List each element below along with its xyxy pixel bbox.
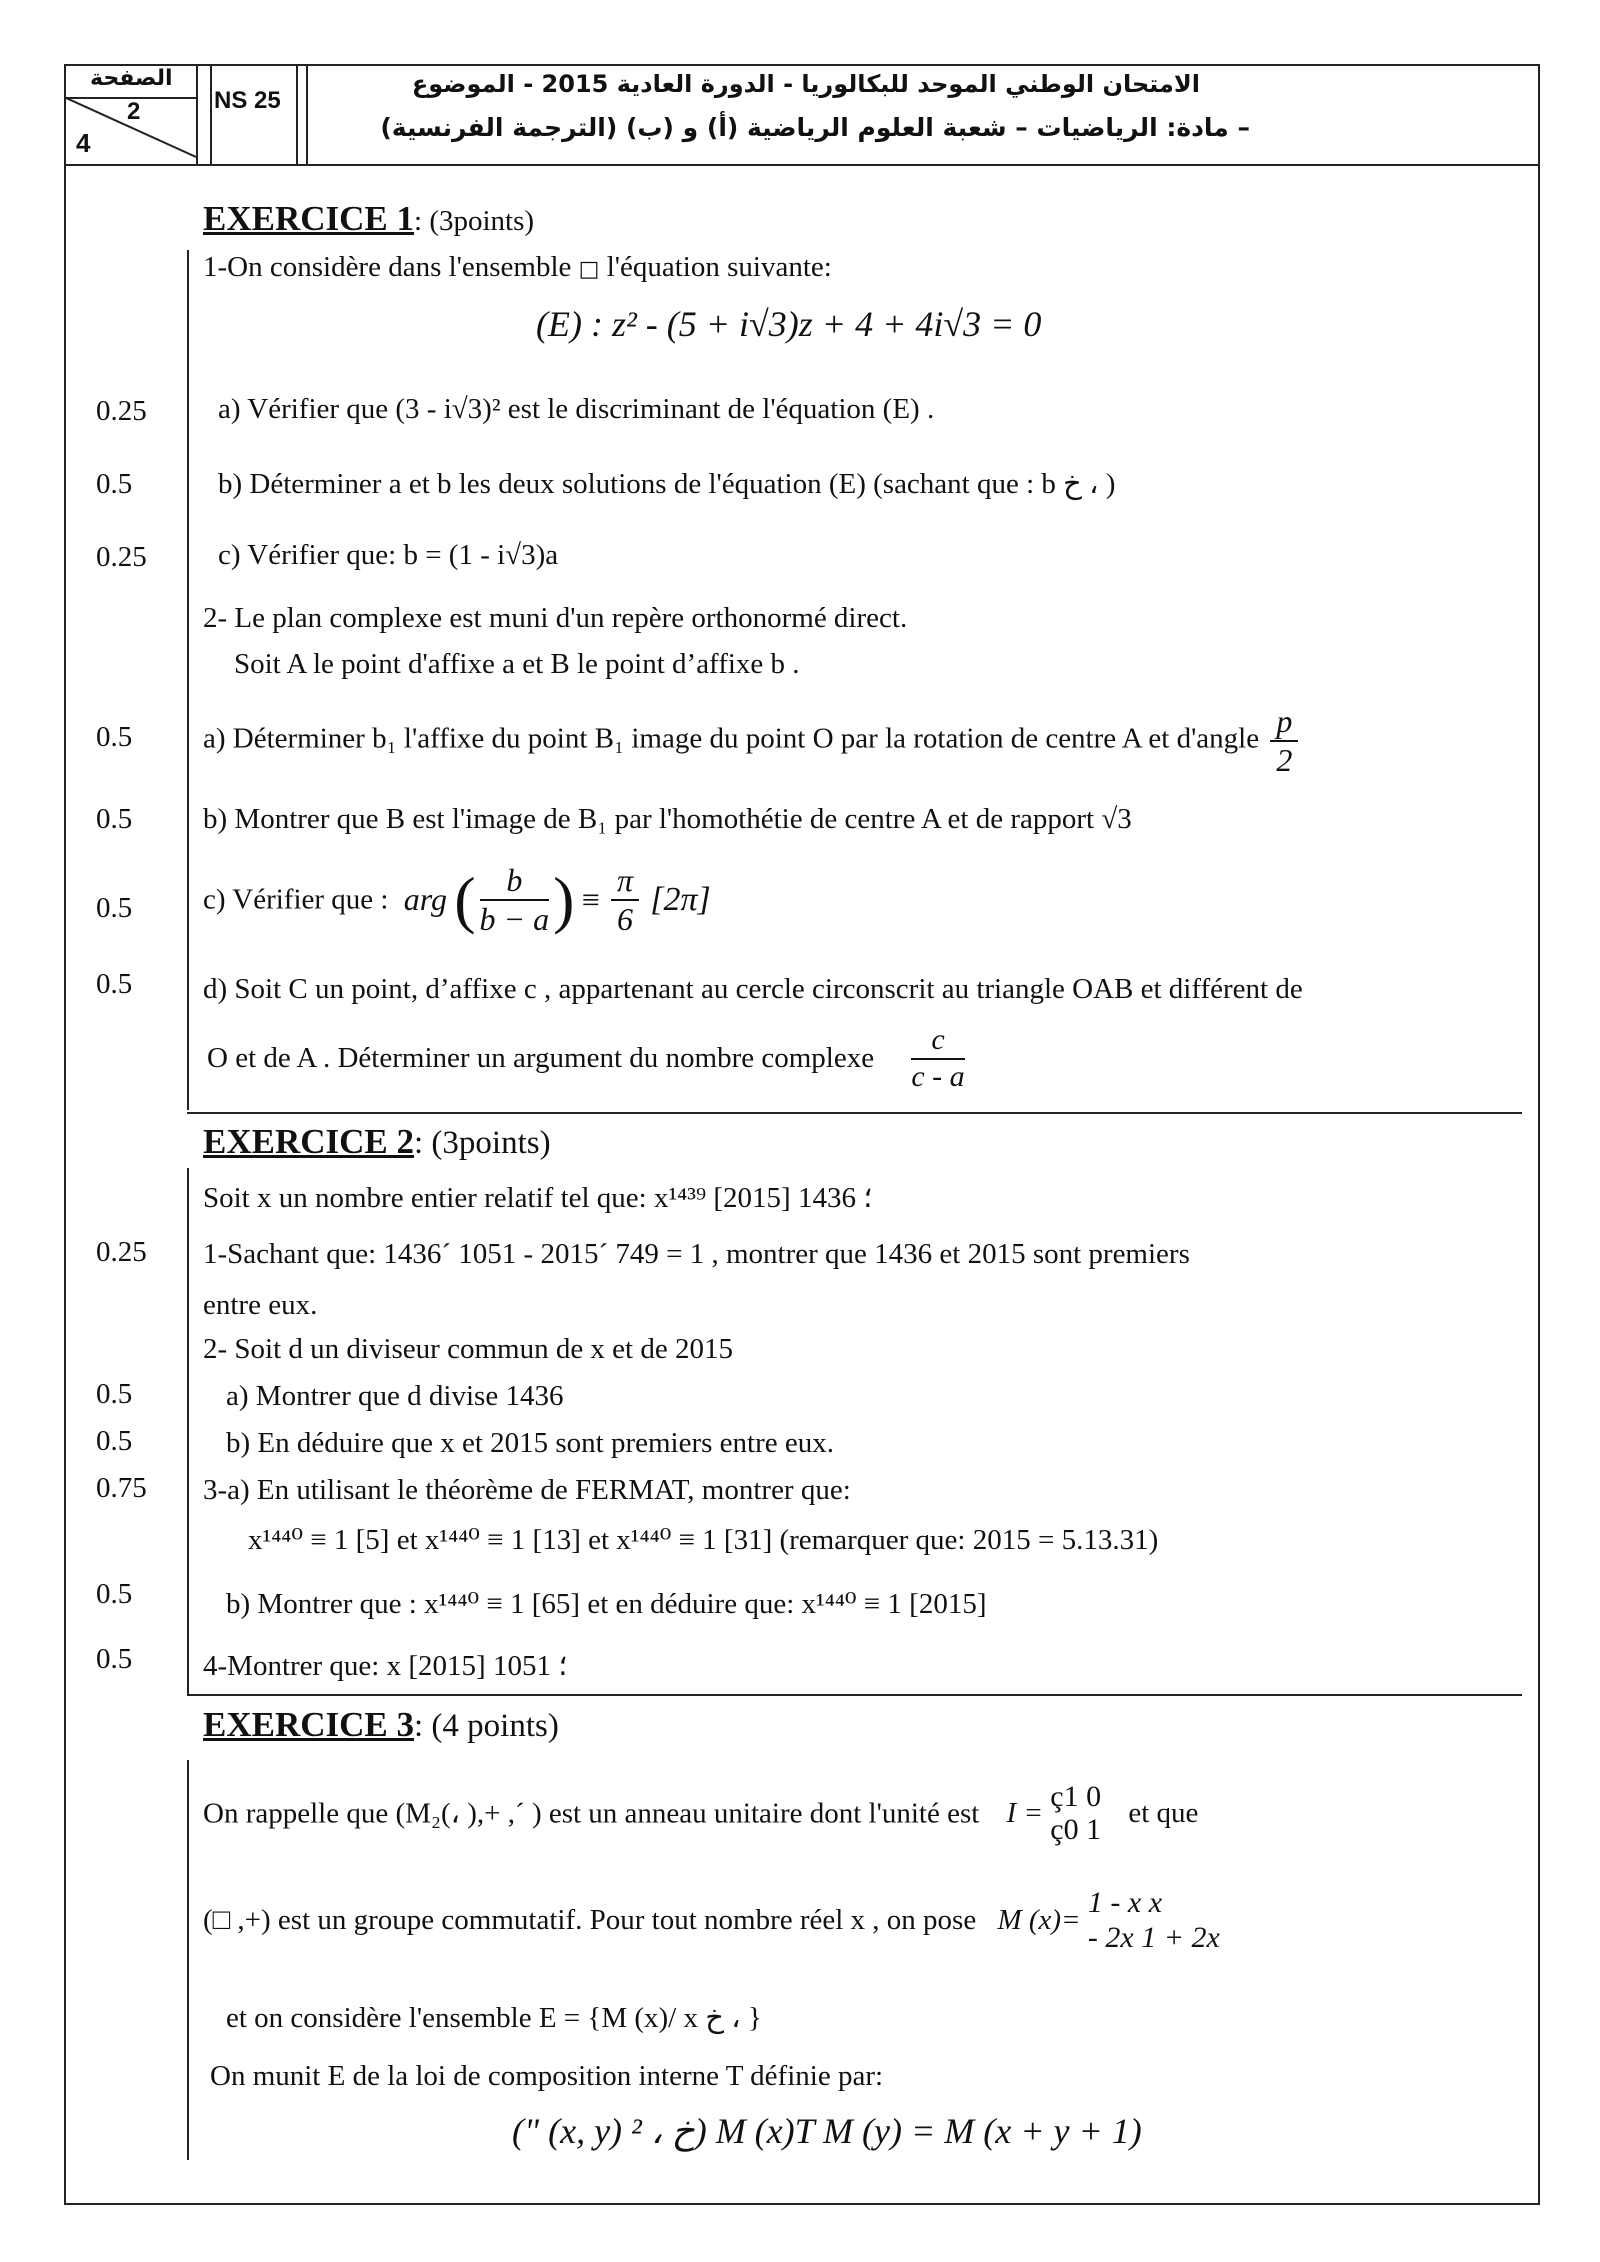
ex1-q2c-num: b (480, 862, 550, 901)
ex1-q1c: c) Vérifier que: b = (1 - i√3)a (218, 539, 559, 571)
mark-ex2-2a: 0.5 (96, 1378, 133, 1410)
ex3-p1-matrix (1050, 1780, 1101, 1846)
ex1-q2c-pfrac (611, 862, 639, 938)
ex3-p1-row1: ç1 0 (1050, 1780, 1102, 1813)
mark-ex1-2b: 0.5 (96, 803, 133, 835)
ex1-intro (203, 251, 832, 284)
mark-ex1-2c: 0.5 (96, 892, 133, 924)
ex1-q1a: a) Vérifier que (3 - i√3)² est le discriminant de l'équation (E) . (218, 393, 935, 425)
frame-right (1538, 64, 1540, 2205)
mark-ex1-1c: 0.25 (96, 541, 147, 573)
ex3-p2 (203, 1886, 1220, 1955)
ex3-p2-row2: - 2x 1 + 2x (1087, 1920, 1220, 1954)
ex1-q2b: b) Montrer que B est l'image de B₁ par l'homothétie de centre A et de rapport √3 (203, 803, 1132, 835)
ex3-p5: (" (x, y) خ ، ²) M (x)T M (y) = M (x + y + 1) (512, 2111, 1142, 2151)
ex3-p1 (203, 1780, 1198, 1846)
ex1-equation: (E) : z² - (5 + i√3)z + 4 + 4i√3 = 0 (536, 304, 1042, 344)
ex3-title-text: EXERCICE 3 (203, 1705, 415, 1744)
mark-ex2-1: 0.25 (96, 1236, 147, 1268)
ex3-p3: et on considère l'ensemble E = {M (x)/ x خ ، } (226, 2002, 762, 2034)
ex2-q2: 2- Soit d un diviseur commun de x et de 2015 (203, 1333, 733, 1365)
frame-top (64, 64, 1540, 66)
exam-code: NS 25 (214, 87, 281, 114)
ex2-bottom-rule (187, 1694, 1522, 1696)
ex2-soit: Soit x un nombre entier relatif tel que: x¹⁴³⁹ ؛ 1436 [2015] (203, 1182, 873, 1214)
ex1-q2c-mod: [2π] (650, 880, 711, 918)
ex1-bottom-rule (187, 1112, 1522, 1114)
ex3-p2-text: (□ ,+) est un groupe commutatif. Pour tout nombre réel x , on pose (203, 1904, 977, 1936)
ex2-q3a-eq: x¹⁴⁴⁰ ≡ 1 [5] et x¹⁴⁴⁰ ≡ 1 [13] et x¹⁴⁴⁰ ≡ 1 [31] (remarquer que: 2015 = 5.13.31) (248, 1524, 1159, 1556)
ex1-q2a-frac (1270, 703, 1298, 779)
mark-ex1-2d: 0.5 (96, 968, 133, 1000)
ex1-q2c-den: b − a (479, 900, 550, 937)
ex1-q1b: b) Déterminer a et b les deux solutions de l'équation (E) (sachant que : b خ ، ) (218, 468, 1116, 500)
ex1-q2c (203, 862, 711, 938)
ex1-q2-soit: Soit A le point d'affixe a et B le point d’affixe b . (234, 648, 800, 680)
ex1-q2d-den: c - a (911, 1059, 965, 1093)
ex1-title (203, 199, 534, 239)
mark-ex1-2a: 0.5 (96, 721, 133, 753)
ex2-title-text: EXERCICE 2 (203, 1122, 415, 1161)
frame-bottom (64, 2203, 1540, 2205)
ex1-q2c-rparen: ) (553, 863, 575, 935)
ex1-title-text: EXERCICE 1 (203, 199, 415, 238)
ex3-p1-row2: ç0 1 (1050, 1813, 1102, 1846)
ex1-q2d-frac (911, 1023, 964, 1094)
ex2-title (203, 1122, 551, 1162)
page-total: 4 (76, 128, 91, 158)
header-divider-1 (196, 64, 198, 164)
frame-header-bottom (64, 164, 1540, 166)
ex2-q2b: b) En déduire que x et 2015 sont premiers entre eux. (226, 1427, 835, 1459)
ex1-q2c-lparen: ( (454, 863, 476, 935)
ex1-q2c-arg: arg (403, 881, 447, 918)
ex1-q2d-num: c (911, 1023, 964, 1060)
ex3-p1-text: On rappelle que (M₂(، ),+ ,´ ) est un anneau unitaire dont l'unité est (203, 1797, 980, 1830)
ex1-q2a-text: a) Déterminer b₁ l'affixe du point B₁ image du point O par la rotation de centre A et d'angle (203, 722, 1260, 755)
header-divider-3 (210, 64, 212, 164)
ex1-intro-end: l'équation suivante: (606, 251, 832, 283)
ex1-q2c-frac (480, 862, 550, 938)
ex1-q2d-line2 (207, 1023, 969, 1094)
header-line-2: – مادة: الرياضيات – شعبة العلوم الرياضية (أ) و (ب) (الترجمة الفرنسية) (380, 113, 1250, 142)
ex2-points: : (3points) (414, 1125, 551, 1161)
ex3-left-rule (187, 1760, 189, 2160)
ex1-q2c-pre: c) Vérifier que : (203, 883, 389, 916)
ex2-q1-line2: entre eux. (203, 1289, 318, 1321)
ex1-q2a-num: p (1270, 703, 1298, 742)
ex1-q2c-eq: ≡ (581, 881, 600, 918)
ex2-q3a: 3-a) En utilisant le théorème de FERMAT, montrer que: (203, 1474, 851, 1506)
ex1-q2d: d) Soit C un point, d’affixe c , appartenant au cercle circonscrit au triangle OAB et différent de (203, 973, 1303, 1005)
ex1-intro-box: □ (578, 257, 600, 282)
ex2-q4: 4-Montrer que: x ؛ 1051 [2015] (203, 1650, 568, 1682)
mark-ex1-1b: 0.5 (96, 468, 133, 500)
ex2-q1: 1-Sachant que: 1436´ 1051 - 2015´ 749 = 1 , montrer que 1436 et 2015 sont premiers (203, 1238, 1190, 1270)
ex1-points: : (3points) (414, 205, 535, 237)
header-divider-2 (306, 64, 308, 164)
ex3-p2-matrix (1088, 1886, 1220, 1955)
ex1-q2c-pden: 6 (617, 900, 634, 937)
frame-left (64, 64, 66, 2205)
ex1-q2a-den: 2 (1276, 741, 1293, 778)
header-line-1: الامتحان الوطني الموحد للبكالوريا - الدورة العادية 2015 - الموضوع (411, 70, 1200, 98)
ex2-q2a: a) Montrer que d divise 1436 (226, 1380, 564, 1412)
ex3-p1-end: et que (1128, 1796, 1199, 1829)
ex1-q2a (203, 703, 1302, 779)
ex1-left-rule (187, 250, 189, 1110)
ex3-title (203, 1705, 559, 1745)
ex3-p2-row1: 1 - x x (1087, 1886, 1163, 1919)
mark-ex2-2b: 0.5 (96, 1425, 133, 1457)
ex1-intro-text: 1-On considère dans l'ensemble (203, 251, 572, 283)
mark-ex2-3b: 0.5 (96, 1578, 133, 1610)
mark-ex2-3a: 0.75 (96, 1472, 147, 1504)
ex3-points: : (4 points) (414, 1708, 559, 1744)
mark-ex2-4: 0.5 (96, 1643, 133, 1675)
ex1-q2d-text2: O et de A . Déterminer un argument du nombre complexe (207, 1042, 875, 1074)
ex3-p2-M: M (x)= (997, 1904, 1081, 1936)
ex1-q2: 2- Le plan complexe est muni d'un repère orthonormé direct. (203, 602, 908, 634)
ex1-q2c-pnum: π (611, 862, 639, 901)
ex2-q3b: b) Montrer que : x¹⁴⁴⁰ ≡ 1 [65] et en déduire que: x¹⁴⁴⁰ ≡ 1 [2015] (226, 1588, 987, 1620)
ex3-p1-I: I = (1006, 1796, 1044, 1829)
page-number: 2 (127, 98, 141, 125)
header-divider-4 (296, 64, 298, 164)
page-label: الصفحة (90, 66, 173, 91)
mark-ex1-1a: 0.25 (96, 395, 147, 427)
ex3-p4: On munit E de la loi de composition interne T définie par: (210, 2060, 884, 2092)
ex2-left-rule (187, 1168, 189, 1694)
